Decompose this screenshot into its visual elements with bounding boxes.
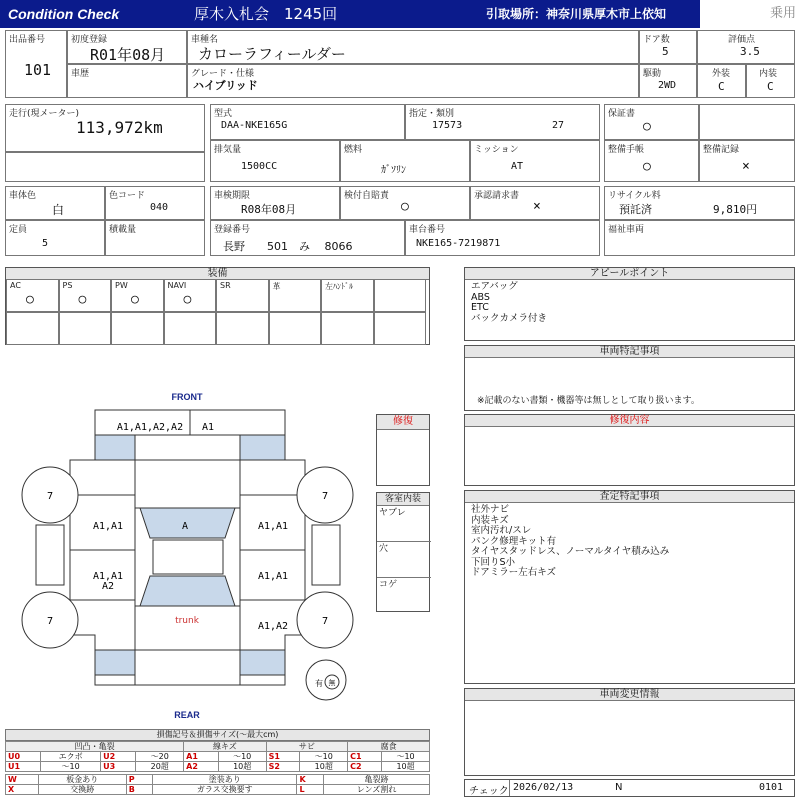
inspection-cell: 車検期限 R08年08月 bbox=[210, 186, 340, 220]
front-bumper-marks: A1,A1,A2,A2 bbox=[116, 422, 184, 433]
mission: AT bbox=[511, 161, 524, 172]
equipment-3 bbox=[111, 279, 164, 312]
equipment-blank bbox=[216, 312, 269, 345]
legend-desc: ガラス交換要す bbox=[153, 785, 297, 795]
legend-code: K bbox=[297, 775, 324, 785]
legend-desc: 10超 bbox=[218, 762, 266, 772]
color-code: 040 bbox=[150, 202, 169, 213]
legend-desc: 亀裂跡 bbox=[324, 775, 430, 785]
hood-mark: A bbox=[181, 521, 189, 532]
interior-item-burn: コゲ bbox=[379, 580, 398, 590]
score: 3.5 bbox=[740, 45, 760, 58]
doors-cell: ドア数 5 bbox=[639, 30, 697, 64]
legend-desc: 〜10 bbox=[300, 752, 348, 762]
legend-row-4 bbox=[6, 785, 430, 795]
equipment-blank bbox=[111, 312, 164, 345]
legend-desc: 板金あり bbox=[38, 775, 126, 785]
appeal-title: アピールポイント bbox=[465, 268, 794, 280]
legend-h4: 腐食 bbox=[348, 742, 430, 752]
warranty: ○ bbox=[643, 119, 651, 134]
exterior-cell: 外装 C bbox=[697, 64, 746, 98]
check-date: 2026/02/13 bbox=[513, 782, 574, 793]
capacity-cell: 定員 5 bbox=[5, 220, 105, 256]
repair-content-title: 修復内容 bbox=[465, 415, 794, 427]
color-code-cell: 色コード 040 bbox=[105, 186, 205, 220]
legend-h1: 凹凸・亀裂 bbox=[6, 742, 184, 752]
rear-left-fender bbox=[95, 650, 135, 675]
legend-code: P bbox=[126, 775, 152, 785]
chassis-number: NKE165-7219871 bbox=[416, 238, 501, 249]
legend-desc: 10超 bbox=[300, 762, 348, 772]
legend-desc: 〜10 bbox=[41, 762, 101, 772]
equipment-label: 革 bbox=[272, 282, 281, 291]
legend-header-row bbox=[6, 742, 430, 752]
check-code: N bbox=[615, 782, 623, 793]
change-panel bbox=[464, 688, 795, 776]
damage-legend bbox=[5, 729, 430, 797]
welfare-cell: 福祉車両 bbox=[604, 220, 795, 256]
approval-cell: 承認請求書 × bbox=[470, 186, 600, 220]
rear-label: REAR bbox=[174, 710, 200, 720]
drive: 2WD bbox=[658, 80, 677, 91]
check-row bbox=[464, 779, 795, 797]
rear-glass bbox=[140, 576, 235, 606]
legend-code: S1 bbox=[266, 752, 300, 762]
displacement-cell: 排気量 1500CC bbox=[210, 140, 340, 182]
equipment-label: NAVI bbox=[167, 281, 187, 290]
legend-code: U0 bbox=[6, 752, 41, 762]
tire-rr-depth: 7 bbox=[321, 616, 329, 627]
front-right-fender bbox=[240, 435, 285, 460]
exterior-grade: C bbox=[718, 80, 725, 93]
legend-code: S2 bbox=[266, 762, 300, 772]
manual-cell: 整備手帳 ○ bbox=[604, 140, 699, 182]
fuel: ｶﾞｿﾘﾝ bbox=[381, 165, 406, 176]
right-mirror bbox=[312, 525, 340, 585]
interior-grade: C bbox=[767, 80, 774, 93]
model-cell: 車種名 カローラフィールダー bbox=[187, 30, 639, 64]
assessment-panel bbox=[464, 490, 795, 684]
equipment-value: ○ bbox=[78, 292, 87, 307]
legend-h2: 線キズ bbox=[184, 742, 266, 752]
drive-cell: 駆動 2WD bbox=[639, 64, 697, 98]
legend-desc: 〜10 bbox=[382, 752, 430, 762]
repair-content-panel bbox=[464, 414, 795, 486]
equipment-blank bbox=[59, 312, 112, 345]
left-rear-door-marks: A1,A1 A2 bbox=[92, 571, 124, 592]
spare-yes-label: 有 bbox=[315, 679, 323, 688]
mileage-blank bbox=[5, 152, 205, 182]
model-name: カローラフィールダー bbox=[198, 45, 346, 63]
legend-code: X bbox=[6, 785, 39, 795]
pickup-location: 引取場所：神奈川県厚木市上依知 bbox=[472, 0, 700, 28]
grade-cell: グレード・仕様 ハイブリッド bbox=[187, 64, 639, 98]
trunk-label: trunk bbox=[175, 616, 199, 626]
equipment-label: PS bbox=[62, 281, 73, 290]
special-panel bbox=[464, 345, 795, 411]
interior-item-tear: ヤブレ bbox=[377, 505, 431, 542]
legend-desc: 塗装あり bbox=[153, 775, 297, 785]
legend-desc: 〜10 bbox=[218, 752, 266, 762]
equipment-7 bbox=[321, 279, 374, 312]
equipment-label: 左ﾊﾝﾄﾞﾙ bbox=[325, 282, 353, 291]
legend-row-1 bbox=[6, 752, 430, 762]
check-divider bbox=[509, 780, 510, 796]
equipment-6 bbox=[269, 279, 322, 312]
legend-row-2 bbox=[6, 762, 430, 772]
warranty-cell: 保証書 ○ bbox=[604, 104, 699, 140]
lot-number: 101 bbox=[24, 61, 52, 79]
equipment-label: AC bbox=[10, 281, 21, 290]
equipment-blank bbox=[374, 279, 427, 312]
insurance-cell: 検付自賠責 ○ bbox=[340, 186, 470, 220]
service-cell: 整備記録 × bbox=[699, 140, 795, 182]
auction-name: 厚木入札会 1245回 bbox=[182, 0, 472, 28]
legend-row-3 bbox=[6, 775, 430, 785]
equipment-title: 装備 bbox=[6, 268, 429, 280]
equipment-blank bbox=[6, 312, 59, 345]
recycle-cell: リサイクル料 預託済 9,810円 bbox=[604, 186, 795, 220]
left-front-door-marks: A1,A1 bbox=[92, 521, 124, 532]
interior-item-hole: 穴 bbox=[377, 541, 431, 578]
appeal-text: エアバッグ ABS ETC バックカメラ付き bbox=[471, 281, 548, 324]
legend-code: A1 bbox=[184, 752, 219, 762]
legend-table-2 bbox=[5, 774, 430, 795]
approval: × bbox=[533, 199, 541, 214]
fuel-cell: 燃料 ｶﾞｿﾘﾝ bbox=[340, 140, 470, 182]
legend-desc: レンズ割れ bbox=[324, 785, 430, 795]
inspection-expiry: R08年08月 bbox=[241, 203, 297, 216]
recycle-fee: 9,810円 bbox=[713, 203, 758, 216]
equipment-1 bbox=[6, 279, 59, 312]
repair-box bbox=[376, 414, 430, 486]
equipment-4 bbox=[164, 279, 217, 312]
equipment-blank bbox=[164, 312, 217, 345]
equipment-label: PW bbox=[115, 281, 128, 290]
registration-plate: 長野 501 み 8066 bbox=[223, 240, 353, 253]
equipment-value: ○ bbox=[26, 292, 34, 307]
change-title: 車両変更情報 bbox=[465, 689, 794, 701]
legend-title: 損傷記号＆損傷サイズ(〜最大cm) bbox=[5, 729, 430, 741]
check-label: チェック bbox=[469, 786, 509, 797]
legend-code: U1 bbox=[6, 762, 41, 772]
mileage: 113,972km bbox=[76, 118, 163, 137]
vehicle-category: 乗用 bbox=[700, 0, 800, 28]
designation: 17573 bbox=[432, 120, 463, 131]
front-label: FRONT bbox=[171, 392, 203, 402]
service-record: × bbox=[742, 159, 750, 174]
equipment-label: SR bbox=[220, 281, 231, 290]
right-rear-marks: A1,A2 bbox=[257, 621, 289, 632]
legend-code: A2 bbox=[184, 762, 219, 772]
body-color-cell: 車体色 白 bbox=[5, 186, 105, 220]
tire-rl-depth: 7 bbox=[46, 616, 54, 627]
mileage-cell: 走行(現メーター) 113,972km bbox=[5, 104, 205, 152]
legend-code: L bbox=[297, 785, 324, 795]
equipment-5 bbox=[216, 279, 269, 312]
repair-label: 修復 bbox=[377, 415, 429, 430]
special-text: ※記載のない書類・機器等は無しとして取り扱います。 bbox=[477, 395, 700, 406]
score-cell: 評価点 3.5 bbox=[697, 30, 795, 64]
grade: ハイブリッド bbox=[193, 79, 258, 92]
first-registration: R01年08月 bbox=[90, 46, 166, 64]
equipment-blank bbox=[321, 312, 374, 345]
legend-code: C2 bbox=[348, 762, 382, 772]
legend-table bbox=[5, 741, 430, 772]
tire-fl-depth: 7 bbox=[46, 491, 54, 502]
front-right-marks: A1 bbox=[201, 422, 215, 433]
insurance: ○ bbox=[401, 199, 409, 214]
interior-box bbox=[376, 492, 430, 612]
right-rear-door-marks: A1,A1 bbox=[257, 571, 289, 582]
equipment-2 bbox=[59, 279, 112, 312]
history-cell: 車歴 bbox=[67, 64, 187, 98]
check-number: 0101 bbox=[759, 782, 784, 793]
appeal-panel bbox=[464, 267, 795, 341]
front-left-fender bbox=[95, 435, 135, 460]
assessment-title: 査定特記事項 bbox=[465, 491, 794, 503]
assessment-text: 社外ナビ 内装キズ 室内汚れ/スレ パンク修理キット有 タイヤスタッドレス、ノーマルタイヤ積み込み 下回りS小 ドアミラー左右キズ bbox=[471, 504, 670, 578]
legend-code: B bbox=[126, 785, 152, 795]
legend-code: U3 bbox=[101, 762, 136, 772]
capacity: 5 bbox=[42, 238, 49, 249]
equipment-blank bbox=[269, 312, 322, 345]
displacement: 1500CC bbox=[241, 161, 278, 172]
legend-code: U2 bbox=[101, 752, 136, 762]
equipment-value: ○ bbox=[183, 292, 192, 307]
legend-code: W bbox=[6, 775, 39, 785]
tire-fr-depth: 7 bbox=[321, 491, 329, 502]
roof bbox=[153, 540, 223, 574]
recycle-status: 預託済 bbox=[619, 203, 652, 216]
mission-cell: ミッション AT bbox=[470, 140, 600, 182]
load-cell: 積載量 bbox=[105, 220, 205, 256]
doors: 5 bbox=[662, 45, 669, 58]
rear-right-fender bbox=[240, 650, 285, 675]
category-number: 27 bbox=[552, 120, 565, 131]
legend-desc: エクボ bbox=[41, 752, 101, 762]
left-mirror bbox=[36, 525, 64, 585]
legend-h3: サビ bbox=[266, 742, 348, 752]
header-title: Condition Check bbox=[0, 0, 182, 28]
legend-desc: 20超 bbox=[136, 762, 184, 772]
spare-no-label: 無 bbox=[328, 679, 336, 687]
type-cell: 型式 DAA-NKE165G bbox=[210, 104, 405, 140]
equipment-blank bbox=[374, 312, 427, 345]
chassis-cell: 車台番号 NKE165-7219871 bbox=[405, 220, 600, 256]
special-title: 車両特記事項 bbox=[465, 346, 794, 358]
first-reg-cell: 初度登録 R01年08月 bbox=[67, 30, 187, 64]
interior-title: 客室内装 bbox=[377, 493, 429, 506]
legend-code: C1 bbox=[348, 752, 382, 762]
legend-desc: 〜20 bbox=[136, 752, 184, 762]
legend-desc: 10超 bbox=[382, 762, 430, 772]
manual: ○ bbox=[643, 159, 651, 174]
legend-desc: 交換跡 bbox=[38, 785, 126, 795]
warranty-blank bbox=[699, 104, 795, 140]
plate-cell: 登録番号 長野 501 み 8066 bbox=[210, 220, 405, 256]
right-front-door-marks: A1,A1 bbox=[257, 521, 289, 532]
equipment-value: ○ bbox=[131, 292, 139, 307]
body-color: 白 bbox=[52, 203, 65, 217]
interior-cell: 内装 C bbox=[746, 64, 795, 98]
lot-cell: 出品番号 101 bbox=[5, 30, 67, 98]
vehicle-type: DAA-NKE165G bbox=[221, 120, 288, 131]
designation-cell: 指定・類別 17573 27 bbox=[405, 104, 600, 140]
